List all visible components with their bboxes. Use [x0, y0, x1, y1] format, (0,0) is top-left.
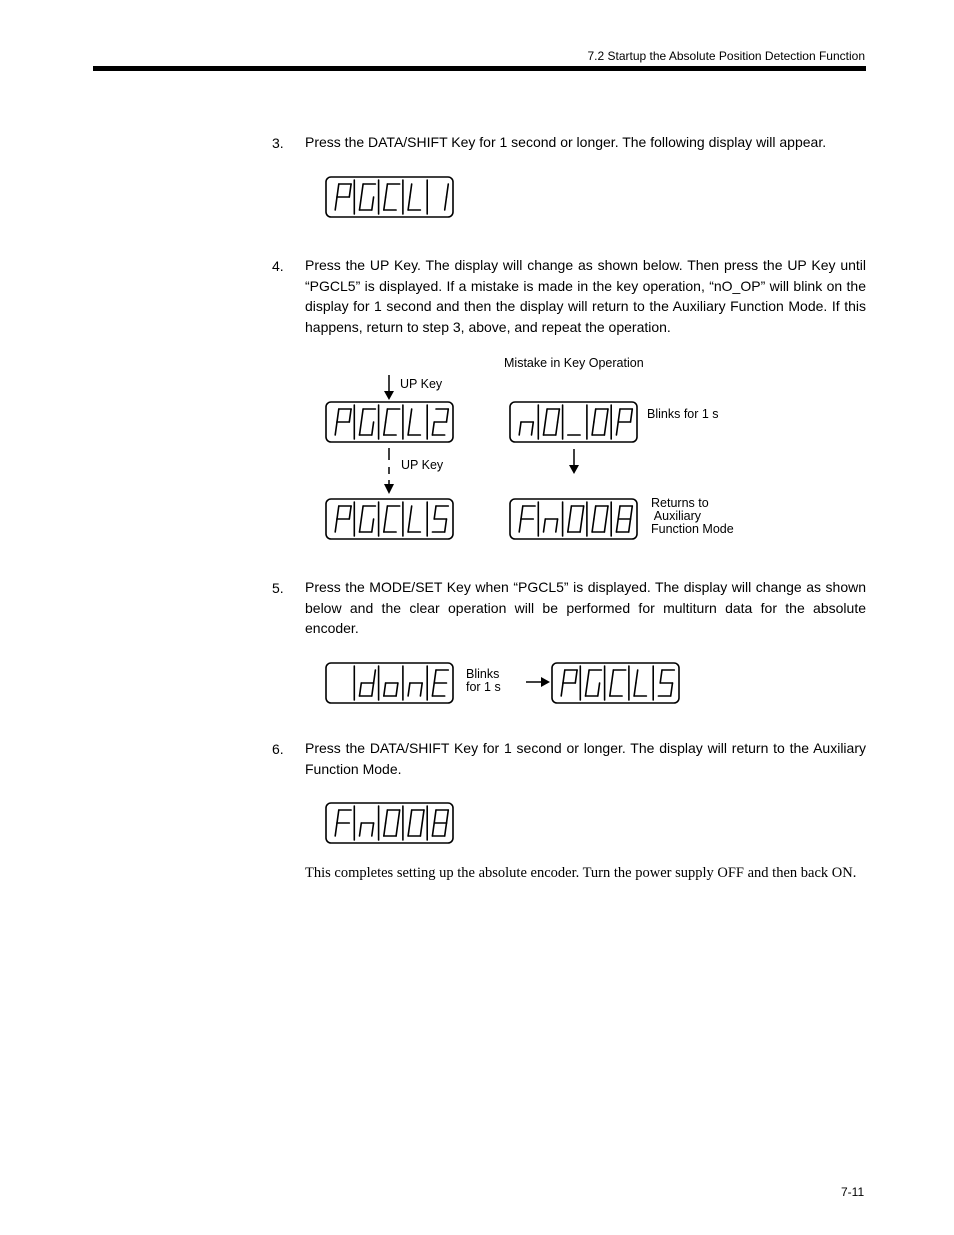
blinks-label: Blinks for 1 s — [466, 667, 501, 694]
panel-display — [326, 177, 453, 217]
step-6-number: 6. — [272, 741, 284, 757]
step-3-text: Press the DATA/SHIFT Key for 1 second or longer. The following display will appear. — [305, 134, 827, 150]
step-4-text: Press the UP Key. The display will change as shown below. Then press the UP Key until “PGCL5” is displayed. If a mistake is made in the key operation, “nO_OP” will blink on the display for 1 second and then the display will return to the Auxiliary Function Mode. If this happens, return to step 3, above, and repeat the operation. — [305, 257, 866, 335]
panel-display — [326, 663, 453, 703]
panel-display — [326, 402, 453, 442]
blinks-label: Blinks for 1 s — [647, 407, 719, 421]
step-6-text: Press the DATA/SHIFT Key for 1 second or longer. The display will return to the Auxiliary Function Mode. — [305, 740, 866, 777]
up-key-label: UP Key — [400, 377, 443, 391]
panel-display — [510, 499, 637, 539]
step-5-number: 5. — [272, 580, 284, 596]
returns-label: Returns to Auxiliary Function Mode — [651, 496, 734, 536]
panel-display — [326, 803, 453, 843]
panel-display — [552, 663, 679, 703]
down-arrow — [569, 449, 579, 474]
down-arrow — [384, 448, 394, 494]
down-arrow — [384, 375, 394, 400]
right-arrow — [526, 677, 550, 687]
completion-note: This completes setting up the absolute encoder. Turn the power supply OFF and then back ON. — [305, 865, 857, 881]
step-5-text: Press the MODE/SET Key when “PGCL5” is displayed. The display will change as shown below and the clear operation will be performed for multiturn data for the absolute encoder. — [305, 579, 866, 636]
panel-display — [326, 499, 453, 539]
panel-display — [510, 402, 637, 442]
mistake-label: Mistake in Key Operation — [504, 356, 644, 370]
page-number: 7-11 — [841, 1185, 865, 1199]
step-3-number: 3. — [272, 135, 284, 151]
up-key-label: UP Key — [401, 458, 444, 472]
running-header: 7.2 Startup the Absolute Position Detection Function — [587, 49, 865, 63]
step-4-number: 4. — [272, 258, 284, 274]
